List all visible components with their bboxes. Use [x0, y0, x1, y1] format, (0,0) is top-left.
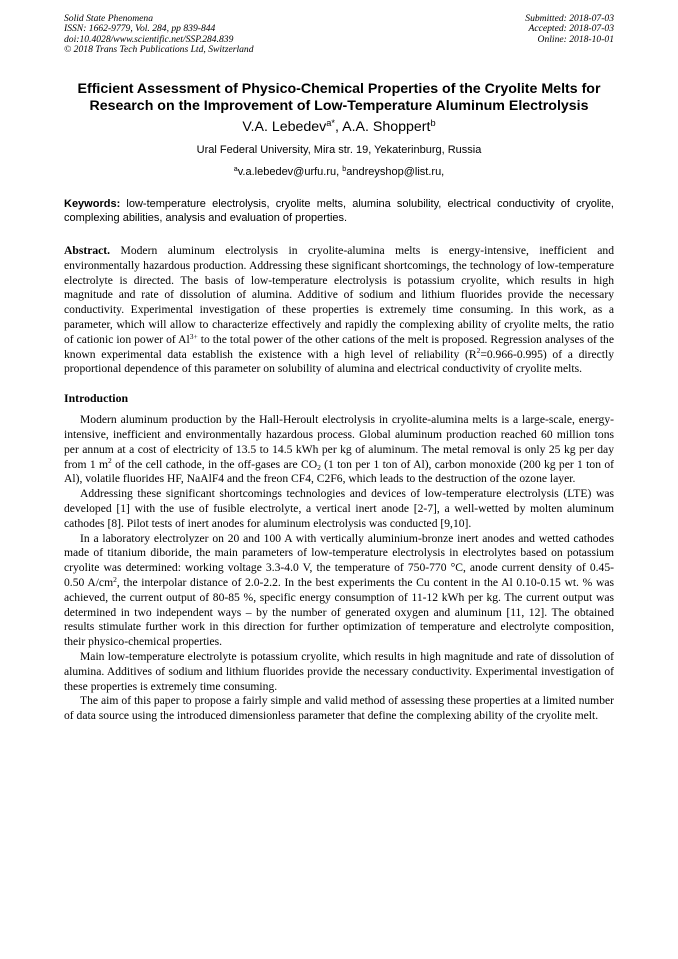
abstract-superscript: 3+	[189, 331, 198, 341]
paragraph-text: Modern aluminum production by the Hall-Heroult electrolysis in cryolite-alumina melts is a large-scale, energy-intensive, inefficient and environmentally hazardous process. Global aluminum production reached 60 million tons per annum at a cost of electricity of 13.5 to 14.5 kWh per kg of aluminum. The metal removal is only 25 kg per day from 1 m	[64, 413, 614, 471]
paragraph-text: , the interpolar distance of 2.0-2.2. In the best experiments the Cu content in the Al 0.10-0.15 wt. % was achieved, the current output of 80-85 %, specific energy consumption of 11-12 kWh per kg. The current output was determined in two independent ways – by the number of generated oxygen and aluminum [11, 12]. The obtained results stimulate further work in this direction for further optimization of temperature and electrolyte composition, their physico-chemical properties.	[64, 575, 614, 649]
abstract	[64, 244, 614, 377]
paragraph-superscript: 2	[108, 456, 112, 466]
affiliation: Ural Federal University, Mira str. 19, Yekaterinburg, Russia	[196, 144, 482, 156]
email-mark: a	[233, 165, 238, 174]
paragraph-subscript: 2	[317, 462, 321, 472]
paragraph-text: (1 ton per 1 ton of Al), carbon monoxide (200 kg per 1 ton of Al), volatile fluorides HF, NaAlF4 and the freon CF4, C2F6, which leads to the destruction of the ozone layer.	[64, 457, 614, 486]
section-heading-introduction: Introduction	[64, 391, 129, 406]
journal-copyright: © 2018 Trans Tech Publications Ltd, Switzerland	[64, 44, 254, 56]
author-name: V.A. Lebedev	[242, 119, 327, 135]
intro-paragraph: Main low-temperature electrolyte is potassium cryolite, which results in high magnitude and rate of dissolution of alumina. Additives of sodium and lithium fluorides provide the necessary conductivity. Experimental investigation of these properties is extremely time consuming.	[64, 649, 614, 693]
abstract-text: =0.966-0.995) of a directly proportional dependence of this parameter on solubility of alumina and electrical conductivity of cryolite melts.	[64, 347, 614, 376]
paragraph-text: of the cell cathode, in the off-gases are CO	[111, 457, 318, 471]
author-affil-mark: a*	[326, 117, 335, 128]
author-affil-mark: b	[430, 117, 436, 128]
submission-dates	[525, 14, 614, 45]
intro-paragraph: The aim of this paper to propose a fairly simple and valid method of assessing these properties at a limited number of data source using the introduced dimensionless parameter that define the complexing ability of the cryolite melt.	[64, 694, 614, 723]
journal-info	[64, 14, 254, 56]
author-emails	[64, 166, 614, 179]
paper-page	[64, 14, 614, 724]
journal-doi: doi:10.4028/www.scientific.net/SSP.284.839	[64, 33, 234, 45]
accepted-date: Accepted: 2018-07-03	[528, 23, 614, 35]
keywords-label: Keywords:	[64, 198, 121, 210]
intro-paragraph: Addressing these significant shortcomings technologies and devices of low-temperature electrolysis (LTE) was developed [1] with the use of fusible electrolyte, a vertical inert anode [2-7], a well-wetted by molten aluminum cathodes [8]. Pilot tests of inert anodes for aluminum electrolysis was conducted [9,10].	[64, 487, 614, 530]
email-mark: b	[342, 165, 347, 174]
abstract-text: Modern aluminum electrolysis in cryolite-alumina melts is energy-intensive, inefficient and environmentally hazardous production. Addressing these significant shortcomings, the technology of low-temperature electrolyte is directed. The basis of low-temperature electrolysis is potassium cryolite, which results in high magnitude and rate of dissolution of alumina. Additive of sodium and lithium fluorides provide the necessary conductivity. Experimental investigation of these properties is extremely time consuming. In this work, as a parameter, which will allow to characterize effectively and rapidly the complexing ability of cryolite melts, the ratio of cationic ion power of Al	[64, 244, 614, 346]
intro-paragraph	[64, 413, 614, 487]
keywords-text: low-temperature electrolysis, cryolite melts, alumina solubility, electrical conductivity of cryolite, complexing abilities, analysis and evaluation of properties.	[64, 198, 614, 224]
keywords	[64, 197, 614, 225]
paper-title: Efficient Assessment of Physico-Chemical Properties of the Cryolite Melts for Research on the Improvement of Low-Temperature Aluminum Electrolysis	[77, 81, 601, 114]
journal-issn: ISSN: 1662-9779, Vol. 284, pp 839-844	[64, 23, 216, 35]
paragraph-text: In a laboratory electrolyzer on 20 and 100 A with vertically aluminium-bronze inert anodes and wetted cathodes made of titanium diboride, the main parameters of low-temperature electrolysis in electrolytes based on potassium cryolite was determined: working voltage 3.3-4.0 V, the temperature of 750-770 °C, anode current density of 0.45-0.50 A/cm	[64, 531, 614, 589]
intro-paragraph	[64, 532, 614, 650]
journal-name: Solid State Phenomena	[64, 13, 153, 24]
author-separator: ,	[335, 119, 343, 135]
paragraph-superscript: 2	[113, 574, 117, 584]
email-link[interactable]: v.a.lebedev@urfu.ru,	[237, 166, 343, 178]
online-date: Online: 2018-10-01	[537, 33, 614, 45]
author-list	[64, 119, 614, 136]
abstract-superscript: 2	[476, 346, 481, 356]
submitted-date: Submitted: 2018-07-03	[525, 13, 614, 24]
abstract-label: Abstract.	[64, 244, 111, 257]
journal-header	[64, 14, 614, 64]
author-name: A.A. Shoppert	[342, 119, 431, 135]
abstract-text: to the total power of the other cations of the melt is proposed. Regression analyses of the known experimental data establish the existence with a high level of reliability (R	[64, 332, 615, 361]
email-link[interactable]: andreyshop@list.ru,	[346, 166, 445, 178]
